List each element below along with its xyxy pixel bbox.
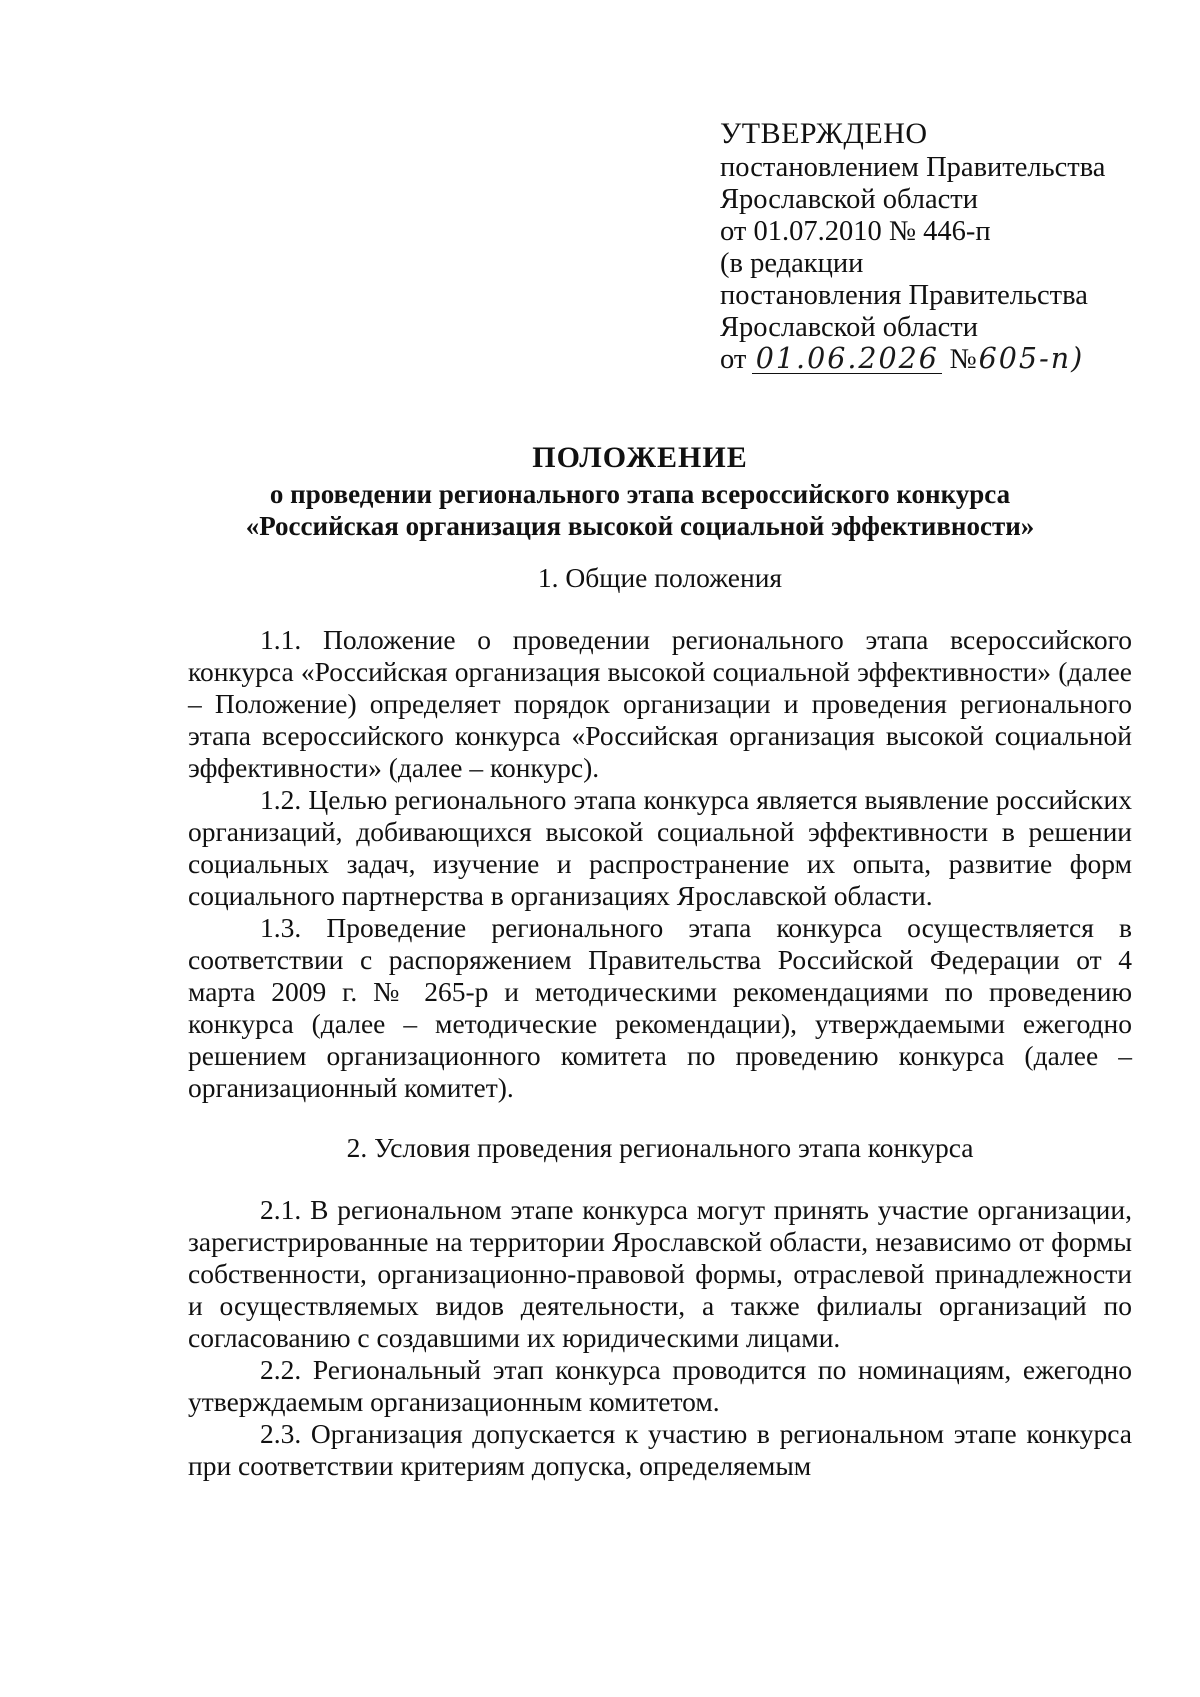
- section-heading: 2. Условия проведения регионального этапа конкурса: [346, 1132, 974, 1163]
- date-prefix: от: [720, 344, 747, 375]
- number-sign: №: [949, 344, 977, 375]
- document-body: [188, 562, 1132, 1482]
- approval-line: Ярославской области: [720, 312, 978, 343]
- paragraph: 1.3. Проведение регионального этапа конкурса осуществляется в соответствии с распоряжением Правительства Российской Федерации от 4 марта 2009 г. № 265-р и методическими рекомендациями по проведению конкурса (далее – методические рекомендации), утверждаемыми ежегодно решением организационного комитета по проведению конкурса (далее – организационный комитет).: [188, 912, 1132, 1103]
- approval-line: Ярославской области: [720, 184, 978, 215]
- section-heading: 1. Общие положения: [537, 562, 783, 593]
- approval-date-line: [720, 344, 1140, 376]
- approval-line: от 01.07.2010 № 446-п: [720, 216, 991, 247]
- document-title: ПОЛОЖЕНИЕ: [532, 441, 748, 474]
- document-subtitle: «Российская организация высокой социальной эффективности»: [245, 511, 1035, 541]
- approval-block: [720, 118, 1140, 376]
- handwritten-number-value: 605-п: [978, 342, 1072, 375]
- approval-line: постановлением Правительства: [720, 152, 1106, 183]
- handwritten-number: [978, 342, 1099, 375]
- approval-line: (в редакции: [720, 248, 864, 279]
- paragraph: 2.1. В региональном этапе конкурса могут принять участие организации, зарегистрированные на территории Ярославской области, независимо от формы собственности, организационно-правовой формы, отраслевой принадлежности и осуществляемых видов деятельности, а также филиалы организаций по согласованию с создавшими их юридическими лицами.: [188, 1194, 1132, 1353]
- paragraph: 1.2. Целью регионального этапа конкурса является выявление российских организаций, добивающихся высокой социальной эффективности в решении социальных задач, изучение и распространение их опыта, развитие форм социального партнерства в организациях Ярославской области.: [188, 784, 1132, 911]
- approval-line: постановления Правительства: [720, 280, 1088, 311]
- approval-heading: УТВЕРЖДЕНО: [720, 117, 928, 150]
- closing-paren: ): [1071, 342, 1085, 375]
- document-title-block: [160, 442, 1120, 542]
- paragraph: 1.1. Положение о проведении регионального этапа всероссийского конкурса «Российская организация высокой социальной эффективности» (далее – Положение) определяет порядок организации и проведения регионального этапа всероссийского конкурса «Российская организация высокой социальной эффективности» (далее – конкурс).: [188, 624, 1132, 783]
- paragraph: 2.2. Региональный этап конкурса проводится по номинациям, ежегодно утверждаемым организационным комитетом.: [188, 1354, 1132, 1417]
- paragraph: 2.3. Организация допускается к участию в региональном этапе конкурса при соответствии критериям допуска, определяемым: [188, 1418, 1132, 1481]
- handwritten-date: 01.06.2026: [752, 345, 942, 374]
- document-subtitle: о проведении регионального этапа всероссийского конкурса: [269, 479, 1011, 509]
